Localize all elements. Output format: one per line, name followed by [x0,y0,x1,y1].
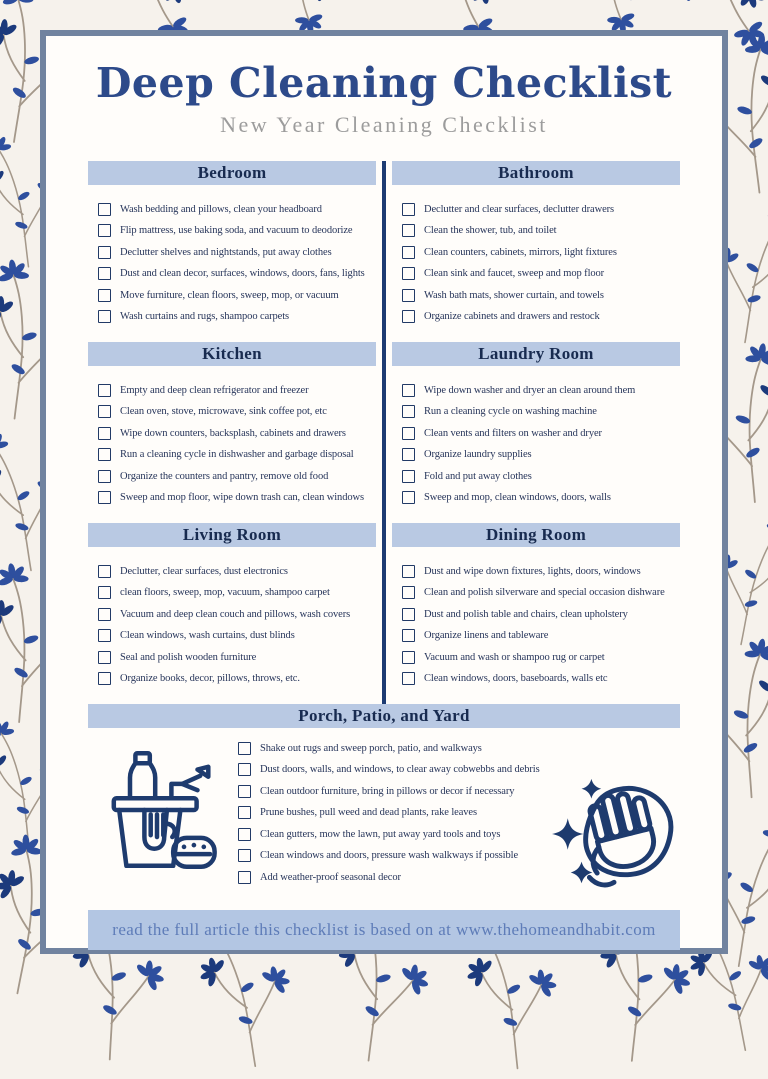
checklist-item-label: Dust and polish table and chairs, clean upholstery [424,608,628,620]
checklist-item [402,625,680,647]
checklist-item [98,199,376,221]
checklist-item [98,380,376,402]
checklist-item-label: Clean sink and faucet, sweep and mop floor [424,268,605,280]
checklist-item-label: Clean counters, cabinets, mirrors, light fixtures [424,246,617,258]
checklist-item [402,647,680,669]
checkbox-icon[interactable] [98,565,111,578]
checklist-item [98,668,376,690]
checkbox-icon[interactable] [98,267,111,280]
checkbox-icon[interactable] [98,608,111,621]
checklist-item-label: Clean windows, wash curtains, dust blinds [120,630,295,642]
checklist-item [402,604,680,626]
checkbox-icon[interactable] [402,427,415,440]
checklist-item-label: Move furniture, clean floors, sweep, mop, or vacuum [120,289,339,301]
checklist-item [402,306,680,328]
checkbox-icon[interactable] [402,405,415,418]
section-living-room [88,523,376,704]
checklist-item-label: Clean gutters, mow the lawn, put away yard tools and toys [260,828,501,840]
checklist-item-label: Clean the shower, tub, and toilet [424,225,557,237]
checkbox-icon[interactable] [98,672,111,685]
checkbox-icon[interactable] [98,224,111,237]
checkbox-icon[interactable] [402,629,415,642]
checklist-item [98,242,376,264]
checkbox-icon[interactable] [98,289,111,302]
checklist-item [402,285,680,307]
checkbox-icon[interactable] [402,565,415,578]
section-dining-room [392,523,680,704]
section-header-bathroom: Bathroom [392,161,680,185]
checklist-item-label: Organize books, decor, pillows, throws, etc. [120,673,300,685]
checklist-item [98,423,376,445]
checkbox-icon[interactable] [402,491,415,504]
checkbox-icon[interactable] [98,310,111,323]
checklist-item [402,199,680,221]
checklist-item-label: Wipe down counters, backsplash, cabinets and drawers [120,427,346,439]
checkbox-icon[interactable] [402,203,415,216]
section-laundry-room [392,342,680,523]
checklist-item [98,401,376,423]
page-title: Deep Cleaning Checklist [95,59,673,107]
checkbox-icon[interactable] [402,586,415,599]
checklist-item-label: clean floors, sweep, mop, vacuum, shampoo carpet [120,587,330,599]
checklist-item [98,487,376,509]
checklist-item-label: Prune bushes, pull weed and dead plants, rake leaves [260,807,477,819]
column-divider [382,161,386,704]
checklist-item [98,285,376,307]
checklist-item [402,423,680,445]
checklist-item-label: Wash bedding and pillows, clean your headboard [120,203,322,215]
footer-band [88,910,680,950]
checklist-item [98,561,376,583]
checkbox-icon[interactable] [98,448,111,461]
checklist-item-label: Organize laundry supplies [424,449,532,461]
checklist-item [402,242,680,264]
checklist-item [238,802,540,824]
checklist-item-label: Sweep and mop, clean windows, doors, walls [424,492,611,504]
section-bathroom [392,161,680,342]
section-porch-patio-yard [88,728,680,906]
checklist-item-label: Wash curtains and rugs, shampoo carpets [120,311,290,323]
checklist-item [402,220,680,242]
checklist-item [402,466,680,488]
section-header-dining-room: Dining Room [392,523,680,547]
checklist-item [238,845,540,867]
checklist-item-label: Clean vents and filters on washer and dryer [424,427,602,439]
checkbox-icon[interactable] [98,203,111,216]
section-header-kitchen: Kitchen [88,342,376,366]
checkbox-icon[interactable] [98,470,111,483]
checklist-item-label: Seal and polish wooden furniture [120,651,257,663]
checkbox-icon[interactable] [238,806,251,819]
page-subtitle: New Year Cleaning Checklist [220,112,548,138]
checklist-item-label: Dust and wipe down fixtures, lights, doors, windows [424,565,641,577]
checkbox-icon[interactable] [238,849,251,862]
checklist-item-label: Vacuum and wash or shampoo rug or carpet [424,651,605,663]
checkbox-icon[interactable] [98,651,111,664]
checklist-card [40,30,728,954]
checklist-item [402,263,680,285]
checklist-item [402,380,680,402]
checklist-item [98,263,376,285]
checklist-item-label: Shake out rugs and sweep porch, patio, and walkways [260,742,482,754]
checklist-item-label: Declutter shelves and nightstands, put away clothes [120,246,332,258]
checklist-item-label: Flip mattress, use baking soda, and vacuum to deodorize [120,225,353,237]
checklist-item-label: Sweep and mop floor, wipe down trash can, clean windows [120,492,364,504]
checkbox-icon[interactable] [98,629,111,642]
checkbox-icon[interactable] [402,310,415,323]
checklist-item-label: Wash bath mats, shower curtain, and towels [424,289,604,301]
checklist-item [402,401,680,423]
checklist-item [98,647,376,669]
checkbox-icon[interactable] [402,470,415,483]
checklist-item [98,220,376,242]
checkbox-icon[interactable] [402,224,415,237]
section-header-laundry-room: Laundry Room [392,342,680,366]
checklist-item-label: Clean and polish silverware and special occasion dishware [424,587,665,599]
checklist-item-label: Run a cleaning cycle on washing machine [424,406,597,418]
checklist-item [98,306,376,328]
checkbox-icon[interactable] [402,289,415,302]
checklist-item [98,444,376,466]
checklist-item-label: Empty and deep clean refrigerator and freezer [120,384,309,396]
checklist-item [238,738,540,760]
checklist-item [402,582,680,604]
checklist-item-label: Clean outdoor furniture, bring in pillows or decor if necessary [260,785,515,797]
checklist-item [98,625,376,647]
checkbox-icon[interactable] [98,384,111,397]
checklist-item-label: Declutter and clear surfaces, declutter drawers [424,203,615,215]
checklist-item-label: Clean windows, doors, baseboards, walls etc [424,673,608,685]
checkbox-icon[interactable] [402,608,415,621]
checkbox-icon[interactable] [98,491,111,504]
checkbox-icon[interactable] [402,448,415,461]
checklist-item [402,561,680,583]
checklist-item-label: Declutter, clear surfaces, dust electronics [120,565,288,577]
checklist-item [98,582,376,604]
checklist-columns [88,161,680,704]
checklist-item-label: Clean oven, stove, microwave, sink coffee pot, etc [120,406,327,418]
checklist-item [402,487,680,509]
checklist-item [402,668,680,690]
checkbox-icon[interactable] [98,246,111,259]
checkbox-icon[interactable] [238,763,251,776]
cleaning-supplies-icon [94,740,220,880]
checklist-item-label: Organize linens and tableware [424,630,549,642]
checkbox-icon[interactable] [98,405,111,418]
checklist-item-label: Organize the counters and pantry, remove old food [120,470,329,482]
checklist-item [238,824,540,846]
checkbox-icon[interactable] [402,384,415,397]
checklist-item [402,444,680,466]
section-header-porch-patio-yard: Porch, Patio, and Yard [88,704,680,728]
section-kitchen [88,342,376,523]
footer-link-text[interactable]: read the full article this checklist is based on at www.thehomeandhabit.com [112,919,656,939]
checklist-item [238,867,540,889]
checklist-item-label: Organize cabinets and drawers and restock [424,311,600,323]
checkbox-icon[interactable] [238,785,251,798]
checklist-item-label: Dust doors, walls, and windows, to clear away cobwebbs and debris [260,764,540,776]
checklist-item-label: Clean windows and doors, pressure wash walkways if possible [260,850,519,862]
section-header-living-room: Living Room [88,523,376,547]
checkbox-icon[interactable] [238,742,251,755]
checklist-item [98,466,376,488]
hand-wiping-icon [552,778,680,896]
checklist-item-label: Fold and put away clothes [424,470,532,482]
section-header-bedroom: Bedroom [88,161,376,185]
checklist-item-label: Vacuum and deep clean couch and pillows, wash covers [120,608,351,620]
checkbox-icon[interactable] [238,871,251,884]
checkbox-icon[interactable] [98,427,111,440]
checkbox-icon[interactable] [98,586,111,599]
checkbox-icon[interactable] [238,828,251,841]
section-bedroom [88,161,376,342]
checkbox-icon[interactable] [402,672,415,685]
checklist-item-label: Wipe down washer and dryer an clean around them [424,384,636,396]
checkbox-icon[interactable] [402,246,415,259]
checklist-item [238,781,540,803]
checkbox-icon[interactable] [402,651,415,664]
checklist-item [98,604,376,626]
checklist-item-label: Dust and clean decor, surfaces, windows, doors, fans, lights [120,268,365,280]
checklist-item-label: Run a cleaning cycle in dishwasher and garbage disposal [120,449,354,461]
checkbox-icon[interactable] [402,267,415,280]
checklist-item [238,759,540,781]
checklist-item-label: Add weather-proof seasonal decor [260,871,401,883]
